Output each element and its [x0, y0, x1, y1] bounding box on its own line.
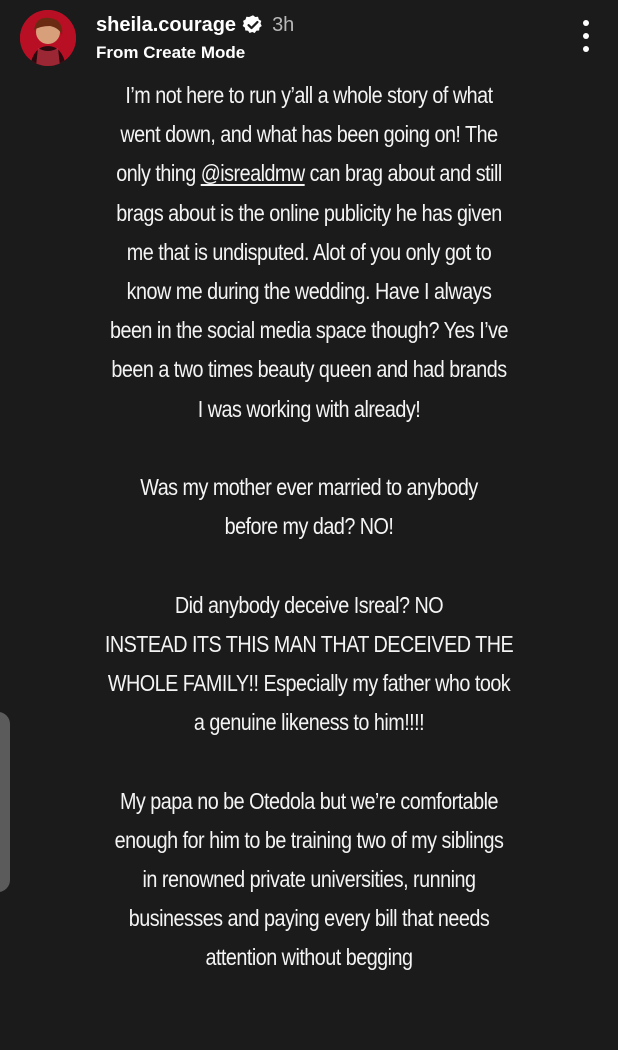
text-line: Was my mother ever married to anybody: [140, 474, 478, 501]
text-line: My papa no be Otedola but we’re comfortable: [119, 787, 499, 814]
text-line: businesses and paying every bill that needs: [128, 905, 490, 932]
username-row: [96, 12, 294, 38]
text-line: been a two times beauty queen and had brands: [111, 356, 507, 383]
text-line: in renowned private universities, running: [142, 866, 476, 893]
text-line: brags about is the online publicity he has given: [116, 199, 502, 226]
text-line-with-mention: [78, 154, 541, 193]
menu-dot: [583, 20, 589, 26]
text-line: attention without begging: [205, 944, 413, 971]
text-line: WHOLE FAMILY!! Especially my father who took: [107, 670, 511, 697]
create-mode-label[interactable]: From Create Mode: [96, 43, 246, 62]
text-line: before my dad? NO!: [224, 513, 394, 540]
text-fragment: only thing: [116, 160, 201, 187]
paragraph-gap: [40, 429, 578, 468]
mention-link[interactable]: @isrealdmw: [200, 160, 305, 187]
text-line: been in the social media space though? Yes I’ve: [109, 317, 509, 344]
username-link[interactable]: sheila.courage: [96, 13, 237, 36]
text-line: a genuine likeness to him!!!!: [193, 709, 425, 736]
text-line: I’m not here to run y’all a whole story of what: [125, 82, 493, 108]
text-line: know me during the wedding. Have I always: [126, 278, 492, 305]
more-vertical-icon[interactable]: [574, 20, 598, 52]
post-time: 3h: [272, 13, 295, 36]
verified-badge-icon: [242, 14, 264, 36]
text-line: enough for him to be training two of my siblings: [114, 826, 504, 853]
menu-dot: [583, 46, 589, 52]
text-line: me that is undisputed. Alot of you only got to: [126, 238, 492, 265]
paragraph-gap: [40, 742, 578, 781]
text-line: INSTEAD ITS THIS MAN THAT DECEIVED THE: [104, 630, 514, 657]
story-text: [40, 76, 578, 978]
text-line: I was working with already!: [197, 395, 421, 422]
story-header: [20, 10, 598, 68]
profile-photo-icon[interactable]: [20, 10, 76, 66]
side-drawer-handle[interactable]: [0, 712, 10, 892]
paragraph-gap: [40, 546, 578, 585]
text-fragment: can brag about and still: [304, 160, 502, 187]
text-line: Did anybody deceive Isreal? NO: [174, 591, 444, 618]
menu-dot: [583, 33, 589, 39]
text-line: went down, and what has been going on! The: [120, 121, 498, 148]
